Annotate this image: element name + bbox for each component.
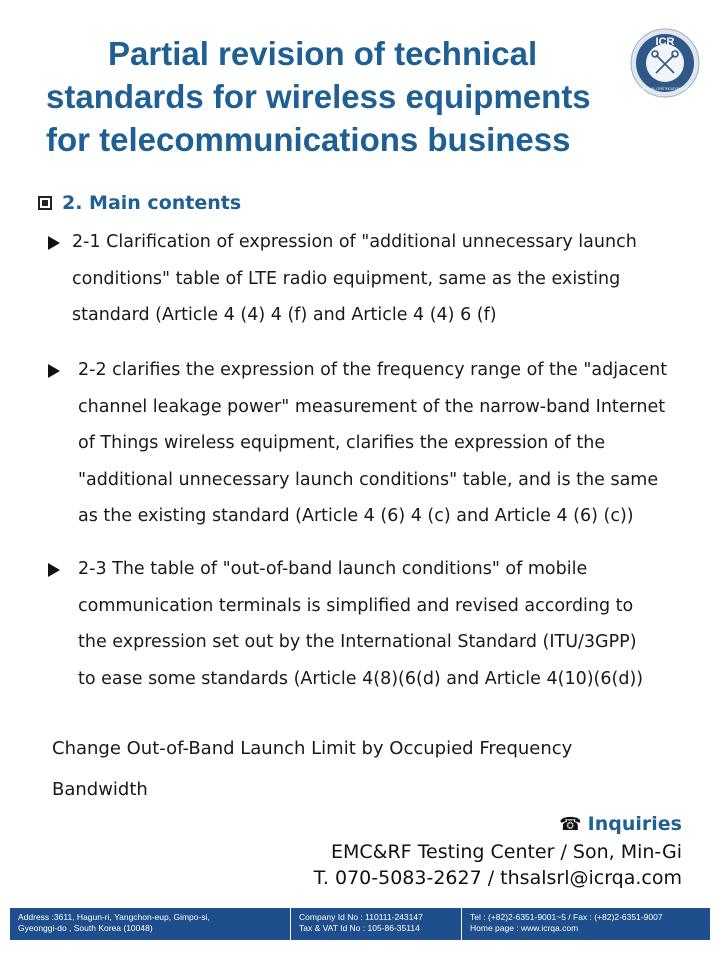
logo-text: ICR xyxy=(655,36,675,48)
footer-text: Home page : www.icrqa.com xyxy=(470,923,579,933)
footer-text: Company Id No : 110111-243147 xyxy=(299,912,423,922)
item-line: to ease some standards (Article 4(8)(6(d) and Article 4(10)(6(d)) xyxy=(78,668,644,689)
item-line: standard (Article 4 (4) 4 (f) and Article 4 (4) 6 (f) xyxy=(72,305,497,325)
item-line: as the existing standard (Article 4 (6) 4 (c) and Article 4 (6) (c)) xyxy=(78,506,634,526)
footer-text: Address :3611, Hagun-ri, Yangchon-eup, Gimpo-si, xyxy=(18,912,210,922)
footer-text: Gyeonggi-do , South Korea (10048) xyxy=(18,923,153,933)
telephone-icon: ☎ xyxy=(559,814,582,835)
item-line: 2-2 clarifies the expression of the frequency range of the "adjacent xyxy=(78,360,668,380)
title-line: for telecommunications business xyxy=(46,121,571,158)
section-heading-text: 2. Main contents xyxy=(62,192,242,214)
item-line: 2-1 Clarification of expression of "additional unnecessary launch xyxy=(72,232,637,252)
inquiries-center: EMC&RF Testing Center / Son, Min-Gi xyxy=(331,841,682,863)
item-line: channel leakage power" measurement of the narrow-band Internet xyxy=(78,396,666,417)
title-line: Partial revision of technical xyxy=(108,35,538,72)
item-line: the expression set out by the International Standard (ITU/3GPP) xyxy=(78,632,637,652)
footer-contact xyxy=(462,908,710,940)
page-title xyxy=(46,32,646,161)
triangle-bullet-icon xyxy=(48,563,60,577)
footer-text: Tel : (+82)2-6351-9001~5 / Fax : (+82)2-6351-9007 xyxy=(470,912,663,922)
section-heading xyxy=(38,192,241,214)
item-line: of Things wireless equipment, clarifies the expression of the xyxy=(78,433,606,453)
inquiries-contact: T. 070-5083-2627 / thsalsrl@icrqa.com xyxy=(313,867,682,889)
inquiries-heading: Inquiries xyxy=(587,813,682,835)
item-line: conditions" table of LTE radio equipment, same as the existing xyxy=(72,268,621,289)
triangle-bullet-icon xyxy=(48,236,60,250)
triangle-bullet-icon xyxy=(48,364,60,378)
item-line: communication terminals is simplified and revised according to xyxy=(78,595,634,616)
change-note: Change Out-of-Band Launch Limit by Occupied Frequency Bandwidth xyxy=(52,738,573,800)
inquiries-block xyxy=(314,810,682,891)
logo-ring-text: INTERNATIONAL CERTIFICATION REGISTRAR xyxy=(630,87,700,91)
title-line: standards for wireless equipments xyxy=(46,78,591,115)
footer-ids xyxy=(291,908,462,940)
icr-logo xyxy=(630,28,700,98)
footer-address xyxy=(10,908,291,940)
footer-bar xyxy=(10,908,710,940)
item-line: "additional unnecessary launch conditions" table, and is the same xyxy=(78,469,659,490)
footer-text: Tax & VAT Id No : 105-86-35114 xyxy=(299,923,420,933)
square-bullet-icon xyxy=(38,196,52,210)
item-line: 2-3 The table of "out-of-band launch conditions" of mobile xyxy=(78,559,588,579)
